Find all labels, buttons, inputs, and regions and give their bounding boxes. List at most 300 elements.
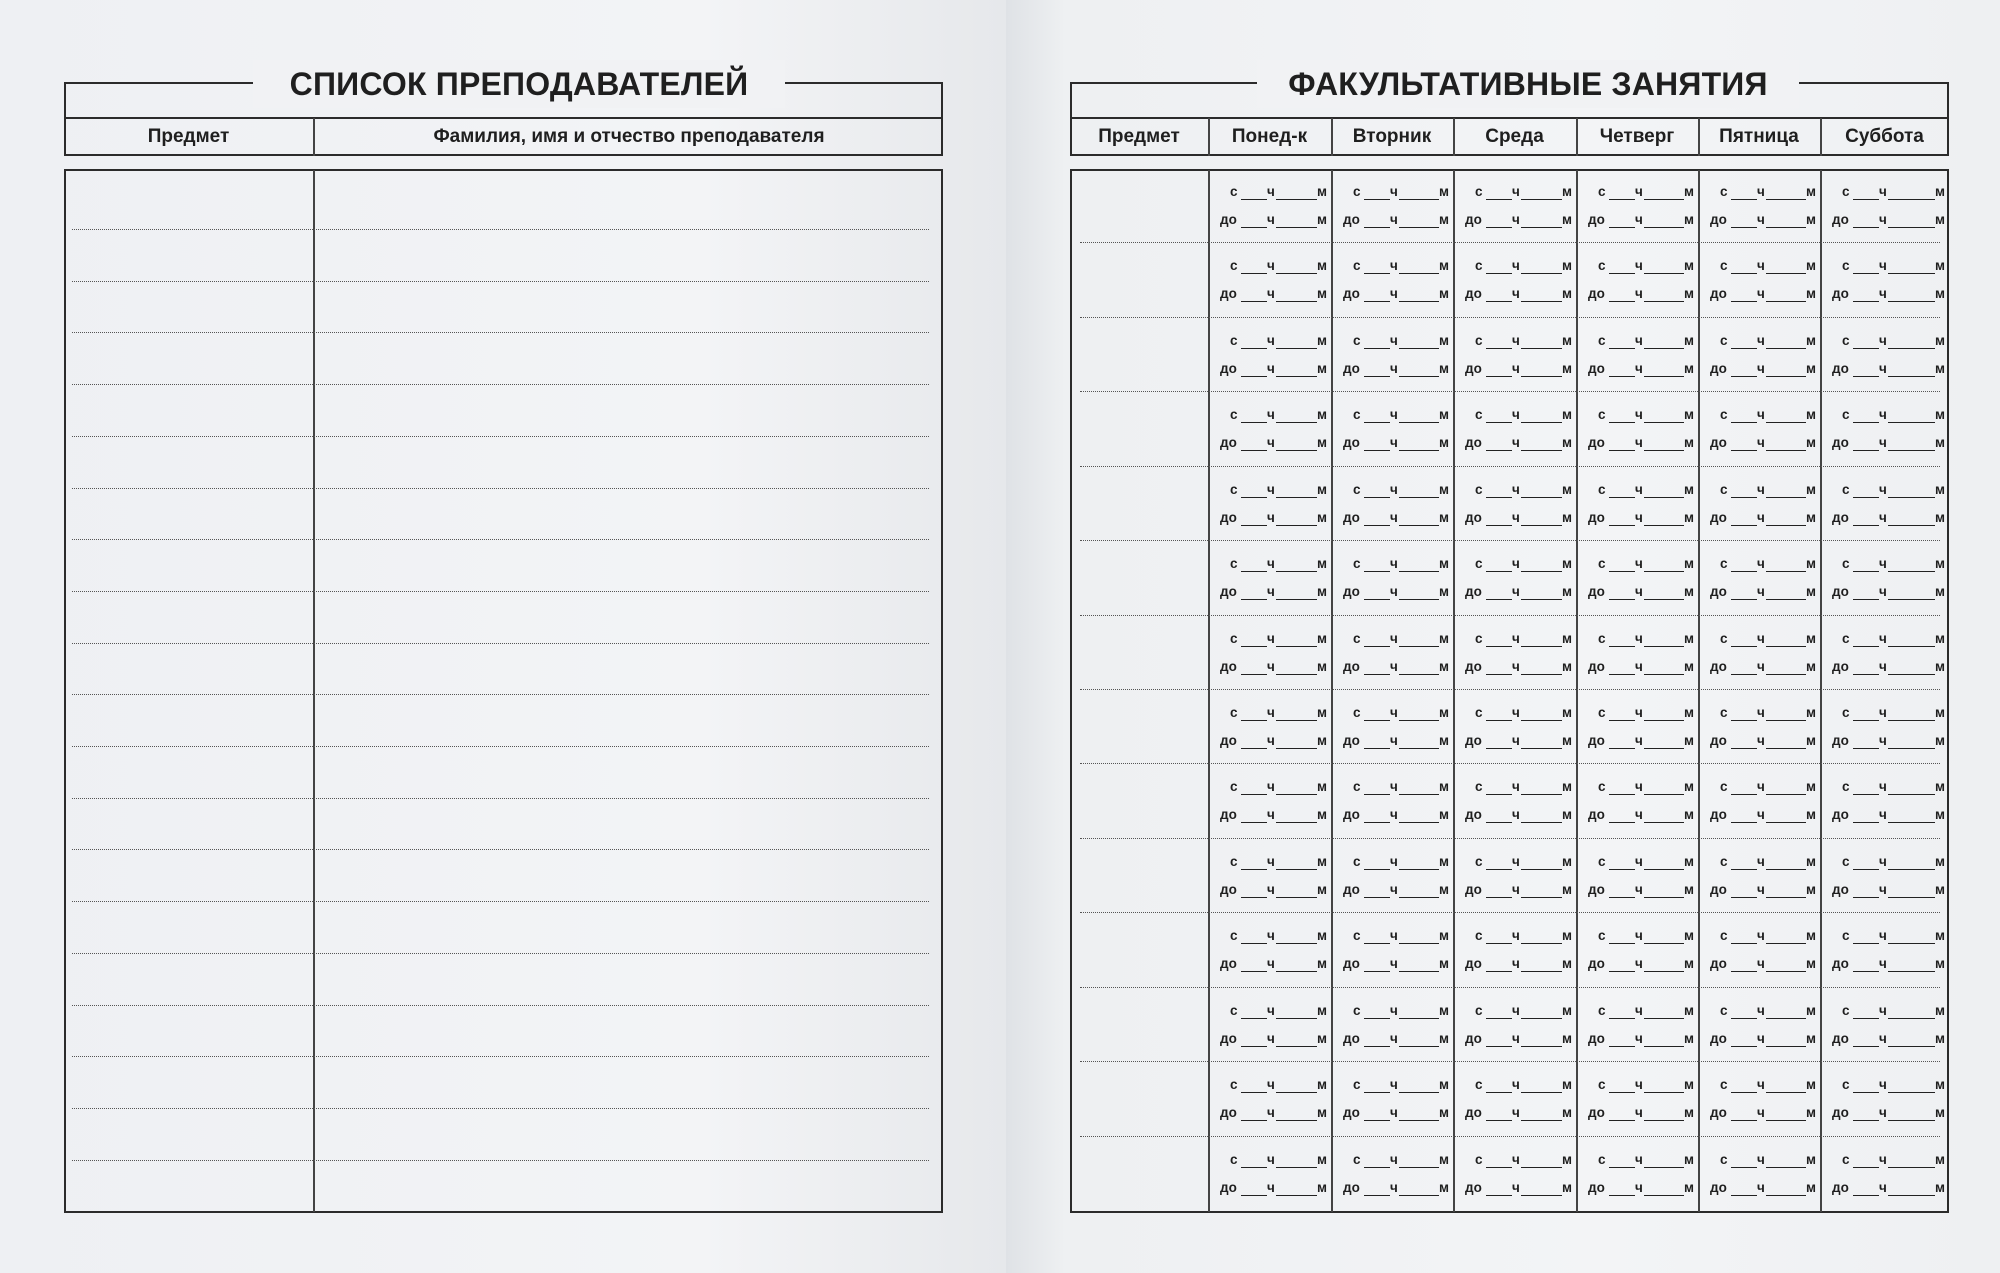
from-label: с: [1598, 630, 1606, 646]
hour-blank: [1853, 794, 1879, 795]
minutes-label: м: [1684, 481, 1694, 497]
hours-label: ч: [1390, 1002, 1398, 1018]
hour-blank: [1364, 348, 1390, 349]
time-to-line: [1331, 956, 1453, 976]
time-from-line: [1453, 482, 1576, 502]
hours-label: ч: [1512, 584, 1520, 600]
from-label: с: [1353, 630, 1361, 646]
time-to-line: [1820, 956, 1949, 976]
minute-blank: [1276, 227, 1317, 228]
time-from-line: [1820, 631, 1949, 651]
time-slot-cell: [1576, 1138, 1698, 1212]
minute-blank: [1888, 971, 1935, 972]
hour-blank: [1731, 720, 1757, 721]
minutes-label: м: [1562, 332, 1572, 348]
minutes-label: м: [1317, 1179, 1327, 1195]
time-to-line: [1576, 956, 1698, 976]
minute-blank: [1399, 897, 1439, 898]
minutes-label: м: [1806, 481, 1816, 497]
minute-blank: [1521, 1092, 1562, 1093]
minute-blank: [1276, 674, 1317, 675]
time-to-line: [1576, 733, 1698, 753]
minutes-label: м: [1935, 928, 1945, 944]
time-slot-cell: [1576, 468, 1698, 542]
hour-blank: [1609, 720, 1635, 721]
to-label: до: [1220, 435, 1237, 451]
hour-blank: [1731, 1046, 1757, 1047]
hours-label: ч: [1390, 481, 1398, 497]
time-slot-cell: [1331, 244, 1453, 318]
hours-label: ч: [1390, 1030, 1398, 1046]
minute-blank: [1644, 273, 1684, 274]
minutes-label: м: [1935, 584, 1945, 600]
from-label: с: [1353, 705, 1361, 720]
hours-label: ч: [1390, 881, 1398, 897]
hours-label: ч: [1267, 956, 1275, 972]
minute-blank: [1766, 794, 1806, 795]
hours-label: ч: [1267, 1179, 1275, 1195]
minutes-label: м: [1935, 705, 1945, 720]
time-slot-cell: [1576, 691, 1698, 765]
from-label: с: [1353, 481, 1361, 497]
time-slot-cell: [1453, 691, 1576, 765]
time-from-line: [1331, 854, 1453, 874]
hours-label: ч: [1267, 1151, 1275, 1167]
minute-blank: [1276, 348, 1317, 349]
time-slot-cell: [1453, 989, 1576, 1063]
minute-blank: [1276, 450, 1317, 451]
minute-blank: [1521, 227, 1562, 228]
time-to-line: [1576, 510, 1698, 530]
hour-blank: [1241, 273, 1267, 274]
time-from-line: [1576, 1077, 1698, 1097]
time-from-line: [1331, 482, 1453, 502]
from-label: с: [1598, 853, 1606, 869]
from-label: с: [1720, 407, 1728, 423]
hours-label: ч: [1879, 733, 1887, 748]
hour-blank: [1853, 1092, 1879, 1093]
time-to-line: [1453, 584, 1576, 604]
minute-blank: [1888, 869, 1935, 870]
time-slot-cell: [1698, 319, 1820, 393]
minutes-label: м: [1935, 630, 1945, 646]
minute-blank: [1276, 1046, 1317, 1047]
time-from-line: [1331, 705, 1453, 725]
minutes-label: м: [1317, 853, 1327, 869]
hour-blank: [1486, 869, 1512, 870]
minute-blank: [1276, 525, 1317, 526]
hour-blank: [1486, 943, 1512, 944]
from-label: с: [1230, 481, 1238, 497]
time-from-line: [1208, 333, 1331, 353]
from-label: с: [1842, 1077, 1850, 1093]
time-slot-cell: [1576, 1063, 1698, 1137]
time-to-line: [1698, 584, 1820, 604]
hour-blank: [1853, 571, 1879, 572]
hours-label: ч: [1757, 1179, 1765, 1195]
hour-blank: [1486, 822, 1512, 823]
hours-label: ч: [1757, 658, 1765, 674]
minute-blank: [1276, 869, 1317, 870]
hours-label: ч: [1879, 807, 1887, 823]
minutes-label: м: [1439, 1105, 1449, 1121]
minute-blank: [1644, 1195, 1684, 1196]
hours-label: ч: [1512, 184, 1520, 199]
minute-blank: [1521, 1018, 1562, 1019]
teacher-row-line: [72, 643, 929, 644]
to-label: до: [1588, 658, 1605, 674]
hours-label: ч: [1879, 435, 1887, 451]
minute-blank: [1766, 273, 1806, 274]
hour-blank: [1241, 199, 1267, 200]
minute-blank: [1644, 227, 1684, 228]
time-to-line: [1576, 1105, 1698, 1125]
minutes-label: м: [1684, 1151, 1694, 1167]
minutes-label: м: [1684, 360, 1694, 376]
hour-blank: [1609, 794, 1635, 795]
time-to-line: [1820, 286, 1949, 306]
from-label: с: [1475, 332, 1483, 348]
minute-blank: [1399, 571, 1439, 572]
hour-blank: [1241, 869, 1267, 870]
time-slot-cell: [1453, 1138, 1576, 1212]
hour-blank: [1486, 273, 1512, 274]
time-slot-cell: [1453, 170, 1576, 244]
time-from-line: [1331, 556, 1453, 576]
minute-blank: [1766, 720, 1806, 721]
electives-header-subject: Предмет: [1098, 126, 1180, 147]
time-to-line: [1208, 1031, 1331, 1051]
to-label: до: [1832, 286, 1849, 302]
to-label: до: [1343, 733, 1360, 748]
time-to-line: [1208, 882, 1331, 902]
minutes-label: м: [1439, 1151, 1449, 1167]
time-from-line: [1453, 705, 1576, 725]
to-label: до: [1832, 509, 1849, 525]
time-to-line: [1576, 659, 1698, 679]
hour-blank: [1853, 525, 1879, 526]
minute-blank: [1276, 497, 1317, 498]
to-label: до: [1832, 881, 1849, 897]
from-label: с: [1720, 705, 1728, 720]
time-to-line: [1453, 1031, 1576, 1051]
time-slot-cell: [1453, 617, 1576, 691]
minutes-label: м: [1935, 435, 1945, 451]
minute-blank: [1399, 1046, 1439, 1047]
hours-label: ч: [1512, 928, 1520, 944]
from-label: с: [1230, 630, 1238, 646]
hours-label: ч: [1635, 853, 1643, 869]
minute-blank: [1399, 422, 1439, 423]
to-label: до: [1220, 807, 1237, 823]
minute-blank: [1399, 943, 1439, 944]
hour-blank: [1853, 897, 1879, 898]
time-from-line: [1820, 482, 1949, 502]
minute-blank: [1888, 1195, 1935, 1196]
time-slot-cell: [1453, 765, 1576, 839]
time-to-line: [1698, 361, 1820, 381]
time-to-line: [1820, 659, 1949, 679]
minute-blank: [1276, 1195, 1317, 1196]
teacher-list-title: СПИСОК ПРЕПОДАВАТЕЛЕЙ: [253, 60, 785, 108]
from-label: с: [1720, 184, 1728, 199]
minutes-label: м: [1317, 435, 1327, 451]
teacher-row-line: [72, 229, 929, 230]
time-slot-cell: [1698, 468, 1820, 542]
minute-blank: [1766, 525, 1806, 526]
hours-label: ч: [1757, 1105, 1765, 1121]
minutes-label: м: [1684, 1030, 1694, 1046]
minutes-label: м: [1439, 928, 1449, 944]
hours-label: ч: [1757, 779, 1765, 795]
time-from-line: [1576, 928, 1698, 948]
teacher-row-line: [72, 849, 929, 850]
from-label: с: [1230, 332, 1238, 348]
time-from-line: [1576, 482, 1698, 502]
time-slot-cell: [1331, 1138, 1453, 1212]
minutes-label: м: [1562, 658, 1572, 674]
from-label: с: [1230, 556, 1238, 572]
hours-label: ч: [1757, 1151, 1765, 1167]
minute-blank: [1521, 1167, 1562, 1168]
hour-blank: [1486, 720, 1512, 721]
hours-label: ч: [1635, 1002, 1643, 1018]
time-slot-cell: [1453, 393, 1576, 467]
hour-blank: [1486, 199, 1512, 200]
hour-blank: [1364, 376, 1390, 377]
minutes-label: м: [1562, 733, 1572, 748]
time-to-line: [1331, 733, 1453, 753]
time-slot-cell: [1576, 914, 1698, 988]
time-slot-cell: [1698, 244, 1820, 318]
to-label: до: [1343, 509, 1360, 525]
to-label: до: [1832, 1179, 1849, 1195]
hour-blank: [1731, 450, 1757, 451]
hours-label: ч: [1512, 658, 1520, 674]
time-to-line: [1698, 882, 1820, 902]
from-label: с: [1475, 184, 1483, 199]
hour-blank: [1609, 422, 1635, 423]
hours-label: ч: [1512, 807, 1520, 823]
from-label: с: [1842, 556, 1850, 572]
hours-label: ч: [1635, 584, 1643, 600]
hours-label: ч: [1879, 1030, 1887, 1046]
teacher-row-line: [72, 694, 929, 695]
time-to-line: [1453, 361, 1576, 381]
minute-blank: [1888, 1092, 1935, 1093]
minute-blank: [1399, 794, 1439, 795]
minute-blank: [1644, 1120, 1684, 1121]
hour-blank: [1731, 1092, 1757, 1093]
minute-blank: [1399, 450, 1439, 451]
time-to-line: [1820, 1180, 1949, 1200]
hour-blank: [1241, 422, 1267, 423]
time-to-line: [1331, 286, 1453, 306]
minutes-label: м: [1806, 733, 1816, 748]
from-label: с: [1842, 407, 1850, 423]
minutes-label: м: [1317, 556, 1327, 572]
from-label: с: [1842, 928, 1850, 944]
time-from-line: [1820, 928, 1949, 948]
minutes-label: м: [1439, 435, 1449, 451]
minute-blank: [1888, 450, 1935, 451]
to-label: до: [1832, 435, 1849, 451]
minute-blank: [1644, 348, 1684, 349]
hours-label: ч: [1879, 853, 1887, 869]
hours-label: ч: [1635, 286, 1643, 302]
minutes-label: м: [1562, 1002, 1572, 1018]
minutes-label: м: [1806, 286, 1816, 302]
minutes-label: м: [1439, 1030, 1449, 1046]
hour-blank: [1241, 943, 1267, 944]
minute-blank: [1276, 273, 1317, 274]
hour-blank: [1364, 748, 1390, 749]
hours-label: ч: [1635, 1030, 1643, 1046]
minutes-label: м: [1562, 928, 1572, 944]
hour-blank: [1731, 897, 1757, 898]
minute-blank: [1766, 1120, 1806, 1121]
minute-blank: [1888, 794, 1935, 795]
minute-blank: [1766, 599, 1806, 600]
time-slot-cell: [1453, 244, 1576, 318]
time-slot-cell: [1698, 393, 1820, 467]
minute-blank: [1766, 674, 1806, 675]
minute-blank: [1276, 822, 1317, 823]
minutes-label: м: [1684, 184, 1694, 199]
hour-blank: [1731, 227, 1757, 228]
hour-blank: [1731, 822, 1757, 823]
time-slot-cell: [1331, 170, 1453, 244]
hours-label: ч: [1635, 881, 1643, 897]
to-label: до: [1588, 807, 1605, 823]
hours-label: ч: [1635, 407, 1643, 423]
teacher-row-line: [72, 436, 929, 437]
hour-blank: [1486, 450, 1512, 451]
minutes-label: м: [1439, 258, 1449, 274]
time-to-line: [1576, 286, 1698, 306]
to-label: до: [1465, 584, 1482, 600]
minute-blank: [1888, 227, 1935, 228]
minute-blank: [1766, 869, 1806, 870]
time-to-line: [1208, 435, 1331, 455]
minute-blank: [1888, 897, 1935, 898]
hours-label: ч: [1512, 853, 1520, 869]
hours-label: ч: [1635, 258, 1643, 274]
minutes-label: м: [1806, 1077, 1816, 1093]
hours-label: ч: [1879, 407, 1887, 423]
minutes-label: м: [1806, 658, 1816, 674]
hour-blank: [1364, 273, 1390, 274]
time-to-line: [1331, 361, 1453, 381]
from-label: с: [1230, 1151, 1238, 1167]
minutes-label: м: [1317, 184, 1327, 199]
time-slot-cell: [1331, 617, 1453, 691]
hour-blank: [1853, 422, 1879, 423]
minute-blank: [1888, 1046, 1935, 1047]
minutes-label: м: [1684, 407, 1694, 423]
hours-label: ч: [1879, 1105, 1887, 1121]
from-label: с: [1842, 630, 1850, 646]
minutes-label: м: [1806, 258, 1816, 274]
minutes-label: м: [1935, 481, 1945, 497]
minute-blank: [1276, 199, 1317, 200]
hour-blank: [1609, 897, 1635, 898]
time-to-line: [1208, 584, 1331, 604]
hours-label: ч: [1390, 733, 1398, 748]
minute-blank: [1888, 1120, 1935, 1121]
from-label: с: [1598, 184, 1606, 199]
hours-label: ч: [1757, 733, 1765, 748]
hour-blank: [1364, 450, 1390, 451]
minutes-label: м: [1317, 956, 1327, 972]
minutes-label: м: [1935, 1179, 1945, 1195]
time-to-line: [1331, 510, 1453, 530]
time-from-line: [1698, 184, 1820, 204]
minute-blank: [1276, 1018, 1317, 1019]
time-to-line: [1453, 659, 1576, 679]
minute-blank: [1644, 897, 1684, 898]
teacher-row-line: [72, 539, 929, 540]
hours-label: ч: [1267, 360, 1275, 376]
minute-blank: [1276, 943, 1317, 944]
hour-blank: [1364, 497, 1390, 498]
minutes-label: м: [1562, 407, 1572, 423]
hour-blank: [1609, 1167, 1635, 1168]
minutes-label: м: [1562, 1179, 1572, 1195]
hours-label: ч: [1512, 286, 1520, 302]
minute-blank: [1888, 525, 1935, 526]
minutes-label: м: [1684, 584, 1694, 600]
hours-label: ч: [1267, 184, 1275, 199]
hour-blank: [1853, 1120, 1879, 1121]
to-label: до: [1220, 881, 1237, 897]
time-slot-cell: [1698, 840, 1820, 914]
hour-blank: [1364, 422, 1390, 423]
time-to-line: [1576, 212, 1698, 232]
time-from-line: [1698, 1077, 1820, 1097]
hours-label: ч: [1390, 258, 1398, 274]
hour-blank: [1486, 1167, 1512, 1168]
hours-label: ч: [1635, 509, 1643, 525]
minute-blank: [1521, 376, 1562, 377]
time-slot-cell: [1208, 617, 1331, 691]
time-slot-cell: [1208, 542, 1331, 616]
time-slot-cell: [1453, 914, 1576, 988]
time-slot-cell: [1576, 542, 1698, 616]
time-to-line: [1698, 659, 1820, 679]
from-label: с: [1475, 556, 1483, 572]
minute-blank: [1521, 794, 1562, 795]
time-to-line: [1208, 361, 1331, 381]
minutes-label: м: [1317, 212, 1327, 227]
hour-blank: [1731, 971, 1757, 972]
time-to-line: [1331, 807, 1453, 827]
to-label: до: [1710, 360, 1727, 376]
hours-label: ч: [1879, 584, 1887, 600]
time-to-line: [1453, 1105, 1576, 1125]
to-label: до: [1710, 658, 1727, 674]
time-to-line: [1698, 1105, 1820, 1125]
minutes-label: м: [1317, 360, 1327, 376]
hour-blank: [1486, 1195, 1512, 1196]
time-from-line: [1453, 854, 1576, 874]
hour-blank: [1241, 525, 1267, 526]
hours-label: ч: [1512, 1105, 1520, 1121]
minute-blank: [1521, 348, 1562, 349]
time-to-line: [1698, 807, 1820, 827]
hour-blank: [1609, 450, 1635, 451]
time-from-line: [1698, 1152, 1820, 1172]
